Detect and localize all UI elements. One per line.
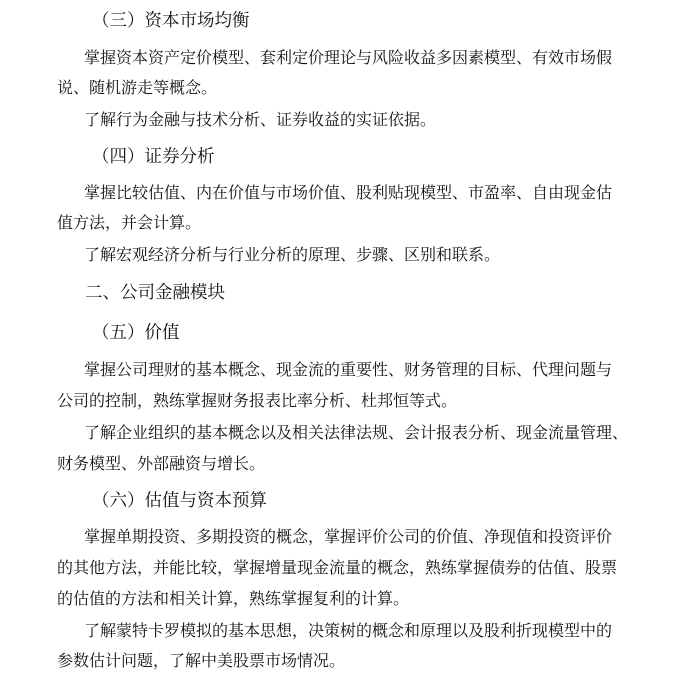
paragraph-line: 的其他方法，并能比较，掌握增量现金流量的概念，熟练掌握债券的估值、股票: [57, 558, 618, 577]
paragraph-line: 参数估计问题，了解中美股票市场情况。: [57, 651, 346, 670]
paragraph-line: 掌握单期投资、多期投资的概念，掌握评价公司的价值、净现值和投资评价: [84, 527, 613, 546]
paragraph-line: 掌握公司理财的基本概念、现金流的重要性、财务管理的目标、代理问题与: [84, 360, 613, 379]
paragraph-line: 财务模型、外部融资与增长。: [57, 454, 266, 473]
paragraph-line: 了解行为金融与技术分析、证券收益的实证依据。: [84, 110, 437, 129]
section-heading-6: （六）估值与资本预算: [92, 491, 267, 511]
paragraph-line: 说、随机游走等概念。: [57, 78, 218, 97]
paragraph-line: 的估值的方法和相关计算，熟练掌握复利的计算。: [57, 589, 410, 608]
section-heading-5: （五）价值: [92, 323, 180, 343]
paragraph-line: 值方法，并会计算。: [57, 213, 202, 232]
paragraph-line: 了解企业组织的基本概念以及相关法律法规、会计报表分析、现金流量管理、: [84, 423, 629, 442]
paragraph-line: 了解蒙特卡罗模拟的基本思想，决策树的概念和原理以及股利折现模型中的: [84, 621, 613, 640]
section-heading-4: （四）证券分析: [92, 147, 215, 167]
section-heading-3: （三）资本市场均衡: [92, 11, 250, 31]
paragraph-line: 了解宏观经济分析与行业分析的原理、步骤、区别和联系。: [84, 245, 501, 264]
paragraph-line: 掌握比较估值、内在价值与市场价值、股利贴现模型、市盈率、自由现金估: [84, 183, 613, 202]
paragraph-line: 公司的控制，熟练掌握财务报表比率分析、杜邦恒等式。: [57, 391, 458, 410]
module-heading: 二、公司金融模块: [85, 283, 225, 303]
paragraph-line: 掌握资本资产定价模型、套利定价理论与风险收益多因素模型、有效市场假: [84, 48, 613, 67]
